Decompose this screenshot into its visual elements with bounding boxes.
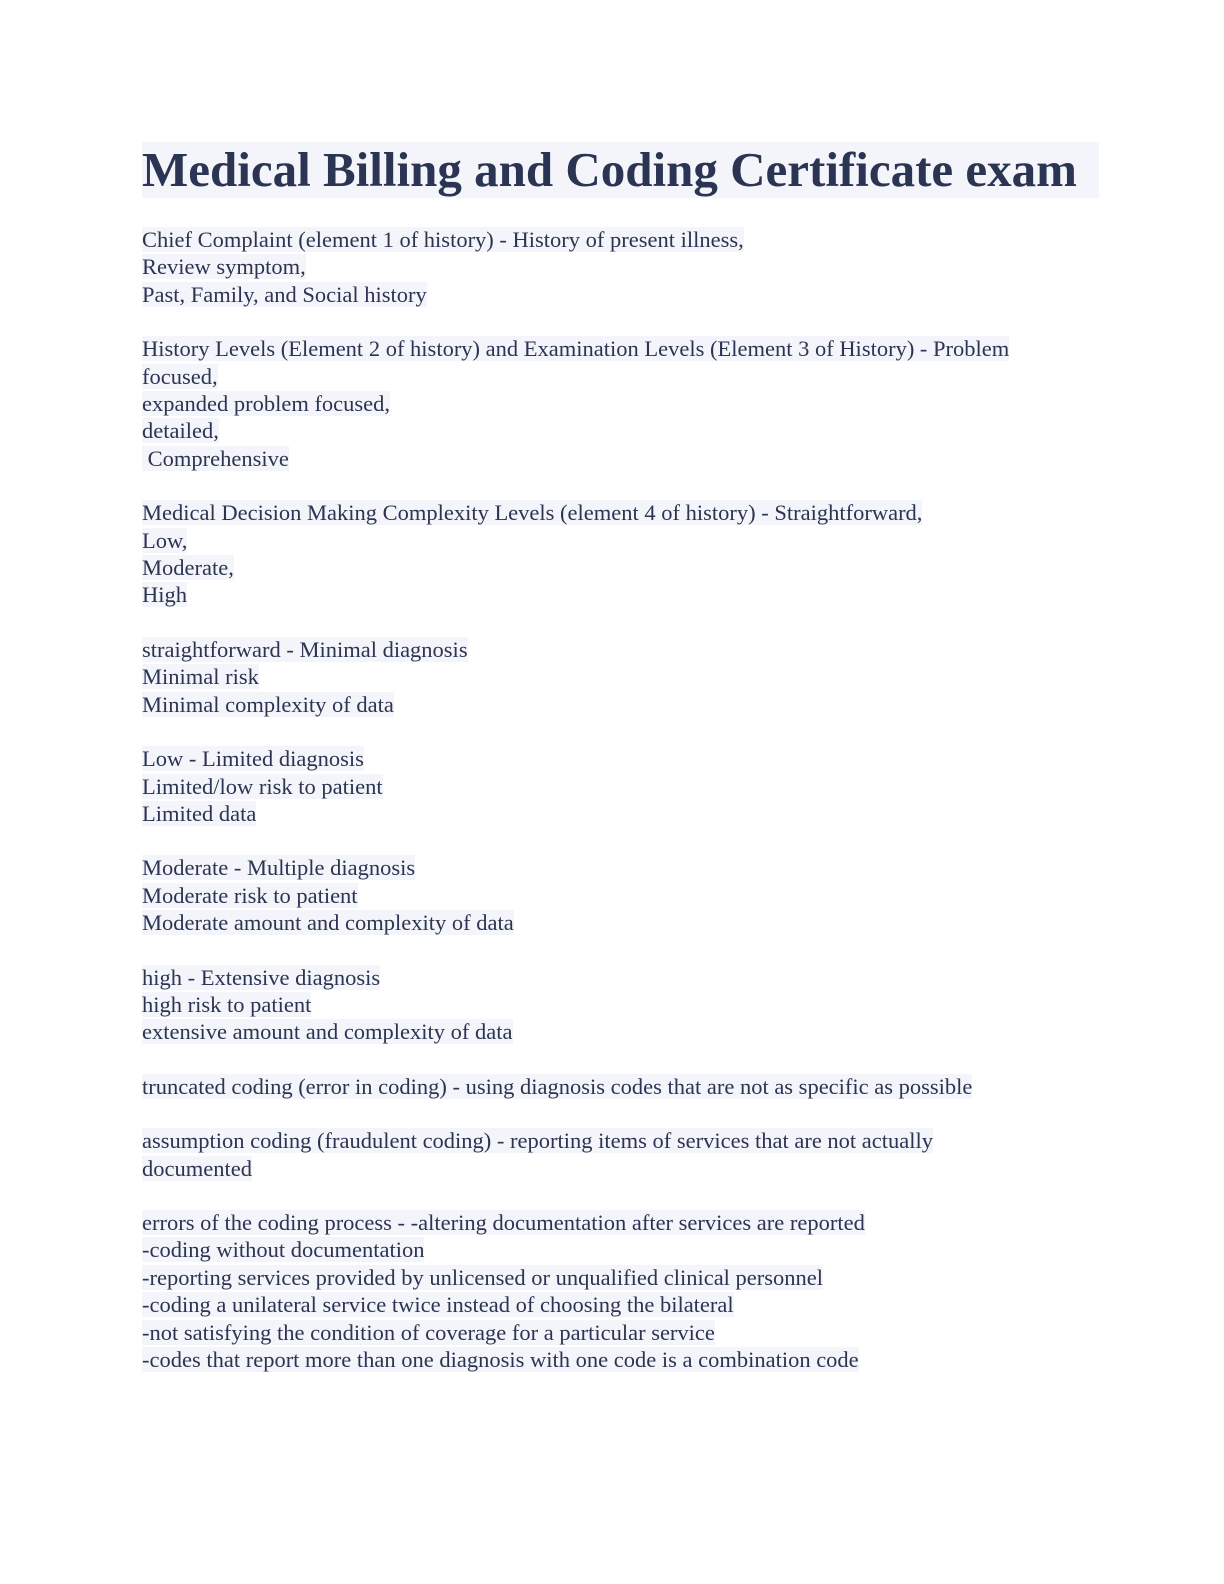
text-line: Minimal complexity of data: [142, 691, 394, 717]
text-line: -reporting services provided by unlicensed or unqualified clinical personnel: [142, 1264, 824, 1290]
text-block: [142, 1073, 1082, 1100]
text-line: Low,: [142, 527, 188, 553]
text-line: assumption coding (fraudulent coding) - reporting items of services that are not actually: [142, 1128, 934, 1154]
document-title: Medical Billing and Coding Certificate exam: [142, 142, 1099, 198]
text-line: extensive amount and complexity of data: [142, 1019, 513, 1045]
text-line: truncated coding (error in coding) - using diagnosis codes that are not as specific as possible: [142, 1073, 973, 1099]
text-block: [142, 745, 1082, 827]
text-block: [142, 1209, 1082, 1373]
document-page: [142, 142, 1082, 1400]
text-line: Low - Limited diagnosis: [142, 746, 364, 772]
text-line: Minimal risk: [142, 664, 259, 690]
text-line: Limited data: [142, 800, 257, 826]
text-line: Limited/low risk to patient: [142, 773, 383, 799]
text-line: -coding without documentation: [142, 1237, 425, 1263]
text-line: Moderate amount and complexity of data: [142, 910, 514, 936]
text-line: detailed,: [142, 418, 219, 444]
text-line: expanded problem focused,: [142, 391, 391, 417]
text-block: [142, 1127, 1082, 1182]
text-block: [142, 636, 1082, 718]
text-line: Moderate - Multiple diagnosis: [142, 855, 416, 881]
text-line: high risk to patient: [142, 991, 312, 1017]
text-block: [142, 854, 1082, 936]
text-line: -codes that report more than one diagnosis with one code is a combination code: [142, 1347, 859, 1372]
text-line: high - Extensive diagnosis: [142, 964, 381, 990]
text-line: Review symptom,: [142, 254, 306, 280]
text-block: [142, 335, 1082, 472]
text-line: Moderate risk to patient: [142, 882, 358, 908]
text-line: Past, Family, and Social history: [142, 281, 427, 307]
text-line: History Levels (Element 2 of history) and Examination Levels (Element 3 of History) - Problem: [142, 336, 1010, 362]
text-line: Comprehensive: [142, 445, 289, 471]
text-line: errors of the coding process - -altering documentation after services are reported: [142, 1209, 865, 1235]
text-line: -not satisfying the condition of coverage for a particular service: [142, 1319, 715, 1345]
text-line: -coding a unilateral service twice instead of choosing the bilateral: [142, 1292, 734, 1318]
text-line: Chief Complaint (element 1 of history) - History of present illness,: [142, 227, 744, 252]
text-block: [142, 226, 1082, 308]
text-line: straightforward - Minimal diagnosis: [142, 636, 468, 662]
text-line: documented: [142, 1155, 252, 1181]
text-line: High: [142, 582, 187, 608]
title-container: [142, 142, 1082, 198]
text-block: [142, 964, 1082, 1046]
text-line: Medical Decision Making Complexity Levels (element 4 of history) - Straightforward,: [142, 500, 923, 526]
text-line: Moderate,: [142, 555, 234, 581]
text-line: focused,: [142, 363, 218, 389]
text-block: [142, 499, 1082, 609]
